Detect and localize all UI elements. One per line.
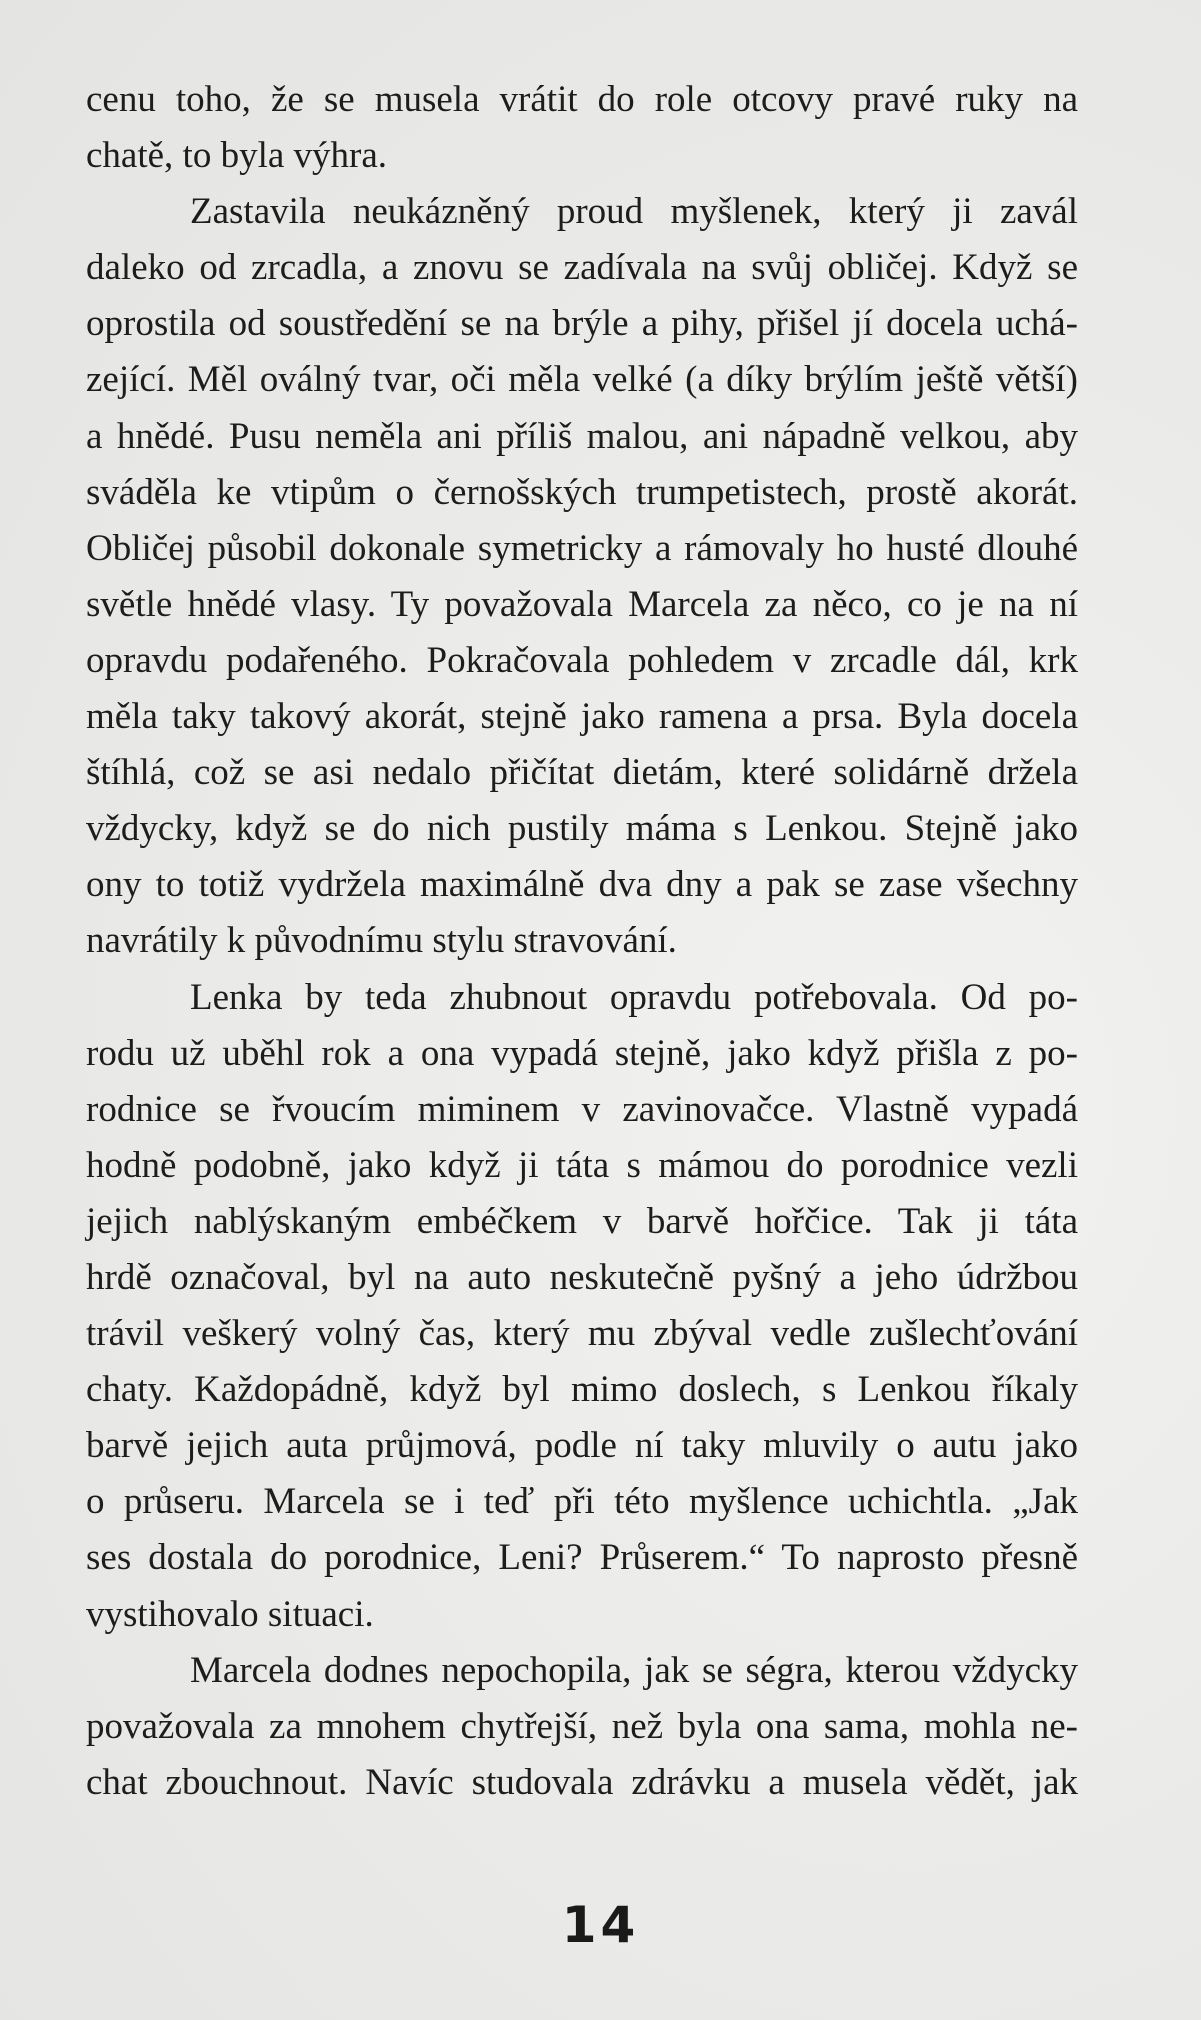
text-line: sváděla ke vtipům o černošských trumpetistech, prostě akorát.	[86, 471, 1078, 513]
text-line: daleko od zrcadla, a znovu se zadívala na svůj obličej. Když se	[86, 247, 1078, 289]
text-line: jejich nablýskaným embéčkem v barvě hořčice. Tak ji táta	[86, 1200, 1078, 1242]
text-line: a hnědé. Pusu neměla ani příliš malou, ani nápadně velkou, aby	[86, 415, 1078, 457]
text-line: hrdě označoval, byl na auto neskutečně pyšný a jeho údržbou	[86, 1256, 1078, 1298]
text-line: hodně podobně, jako když ji táta s mámou do porodnice vezli	[86, 1144, 1078, 1186]
text-line: Marcela dodnes nepochopila, jak se ségra, kterou vždycky	[190, 1649, 1078, 1691]
text-line: světle hnědé vlasy. Ty považovala Marcela za něco, co je na ní	[86, 583, 1078, 625]
text-line: ses dostala do porodnice, Leni? Průserem.“ To naprosto přesně	[86, 1537, 1078, 1579]
text-line: opravdu podařeného. Pokračovala pohledem v zrcadle dál, krk	[86, 639, 1078, 681]
text-line: štíhlá, což se asi nedalo přičítat dietám, které solidárně držela	[86, 752, 1078, 794]
text-line: Zastavila neukázněný proud myšlenek, který ji zavál	[190, 191, 1078, 233]
text-line: cenu toho, že se musela vrátit do role otcovy pravé ruky na	[86, 79, 1078, 120]
text-line: chaty. Každopádně, když byl mimo doslech, s Lenkou říkaly	[86, 1369, 1078, 1411]
text-line: trávil veškerý volný čas, který mu zbýval vedle zušlechťování	[86, 1313, 1078, 1355]
body-text	[86, 72, 1078, 1811]
text-line: navrátily k původnímu stylu stravování.	[86, 920, 677, 962]
text-line: rodu už uběhl rok a ona vypadá stejně, jako když přišla z po-	[86, 1032, 1078, 1074]
text-line: vždycky, když se do nich pustily máma s Lenkou. Stejně jako	[86, 808, 1078, 850]
text-line: chatě, to byla výhra.	[86, 135, 388, 177]
text-line: chat zbouchnout. Navíc studovala zdrávku a musela vědět, jak	[86, 1761, 1078, 1803]
text-line: zející. Měl oválný tvar, oči měla velké (a díky brýlím ještě větší)	[86, 359, 1078, 401]
text-line: Obličej působil dokonale symetricky a rámovaly ho husté dlouhé	[86, 527, 1078, 569]
text-line: oprostila od soustředění se na brýle a pihy, přišel jí docela uchá-	[86, 303, 1078, 345]
text-line: rodnice se řvoucím miminem v zavinovačce. Vlastně vypadá	[86, 1088, 1078, 1130]
text-line: vystihovalo situaci.	[86, 1593, 374, 1635]
text-line: Lenka by teda zhubnout opravdu potřebovala. Od po-	[190, 976, 1078, 1018]
text-line: barvě jejich auta průjmová, podle ní taky mluvily o autu jako	[86, 1425, 1078, 1467]
text-line: ony to totiž vydržela maximálně dva dny a pak se zase všechny	[86, 864, 1078, 906]
text-line: o průseru. Marcela se i teď při této myšlence uchichtla. „Jak	[86, 1481, 1078, 1523]
page-number: 14	[561, 1896, 640, 1954]
text-line: měla taky takový akorát, stejně jako ramena a prsa. Byla docela	[86, 696, 1078, 738]
text-line: považovala za mnohem chytřejší, než byla ona sama, mohla ne-	[86, 1705, 1078, 1747]
